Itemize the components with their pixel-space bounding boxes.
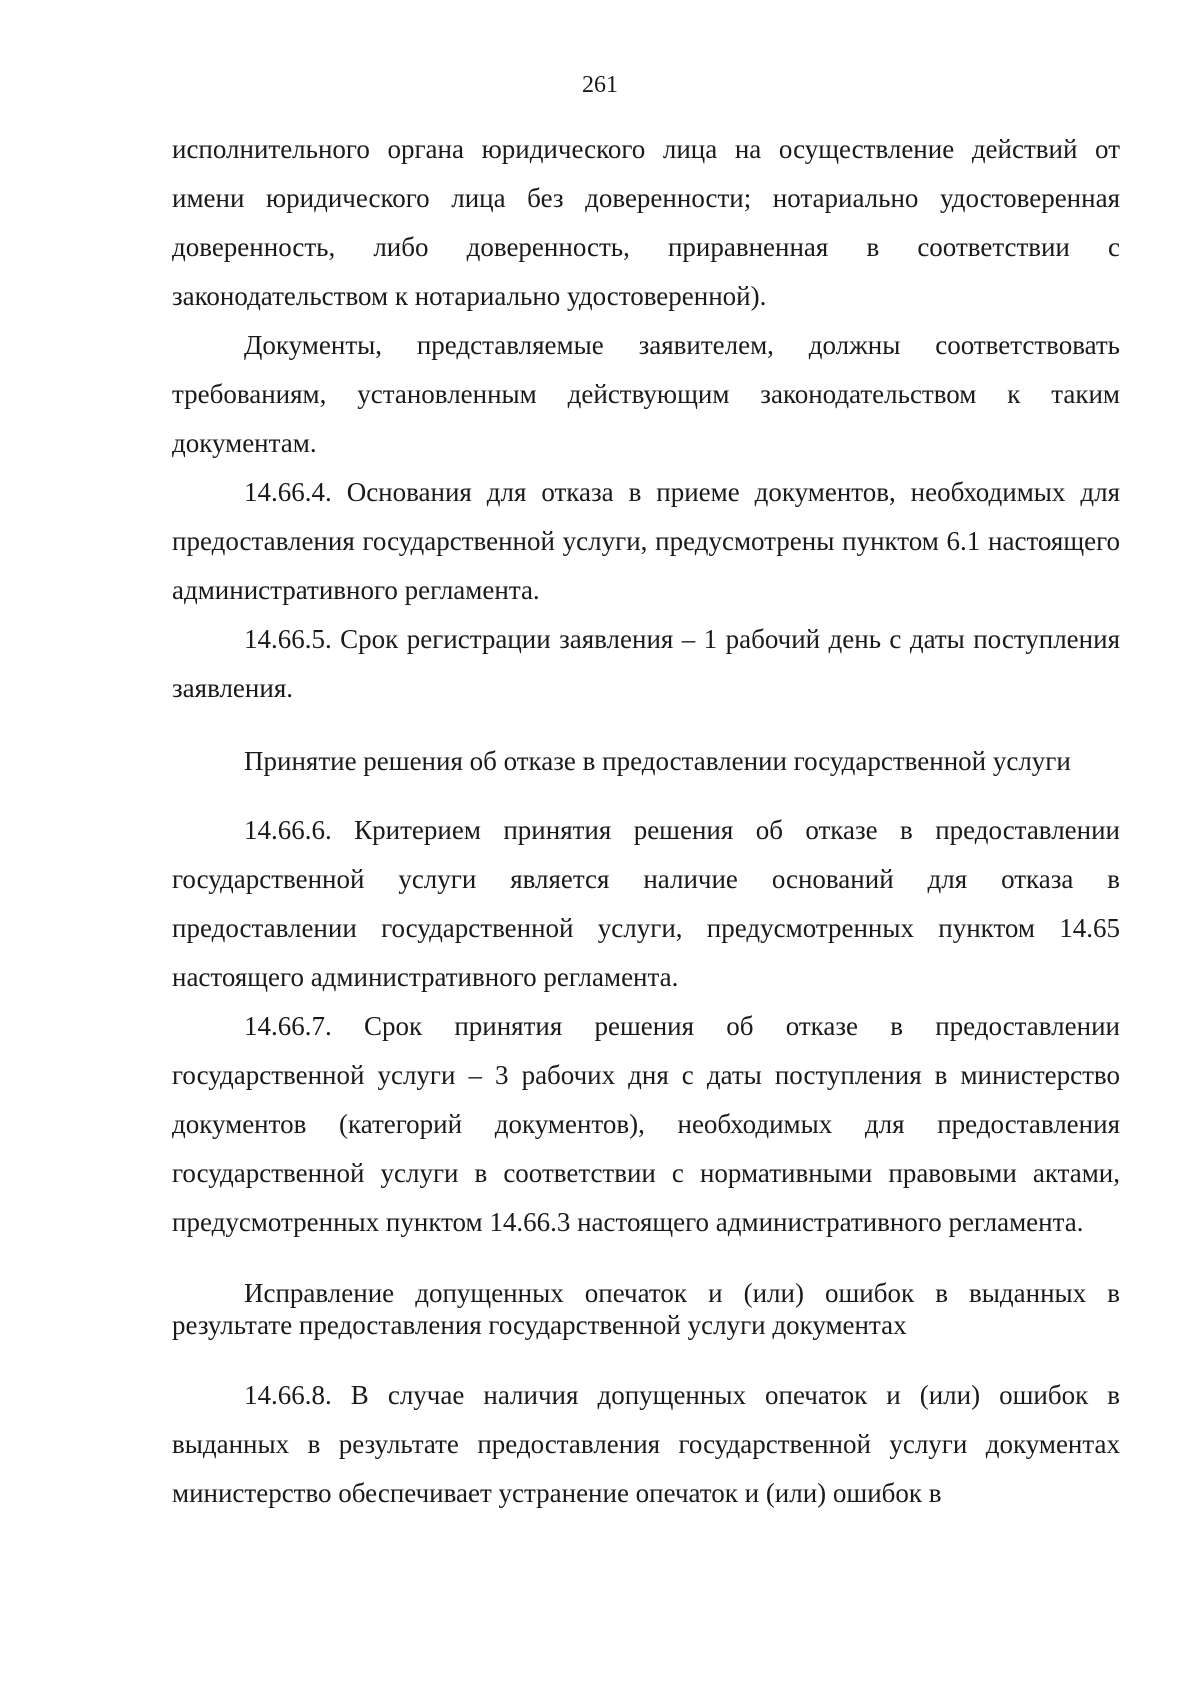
paragraph-14-66-4: 14.66.4. Основания для отказа в приеме документов, необходимых для предоставления государственной услуги, предусмотрены пунктом 6.1 настоящего административного регламента.: [172, 477, 1120, 605]
document-body: [172, 125, 1120, 1518]
paragraph-14-66-5: 14.66.5. Срок регистрации заявления – 1 рабочий день с даты поступления заявления.: [172, 624, 1120, 703]
spacer: [172, 786, 1120, 806]
spacer: [172, 713, 1120, 737]
paragraph-14-66-6: 14.66.6. Критерием принятия решения об отказе в предоставлении государственной услуги является наличие оснований для отказа в предоставлении государственной услуги, предусмотренных пунктом 14.65 настоящего административного регламента.: [172, 815, 1120, 992]
paragraph-14-66-7: 14.66.7. Срок принятия решения об отказе в предоставлении государственной услуги – 3 рабочих дня с даты поступления в министерство документов (категорий документов), необходимых для предоставления государственной услуги в соответствии с нормативными правовыми актами, предусмотренных пунктом 14.66.3 настоящего административного регламента.: [172, 1011, 1120, 1237]
page-number: 261: [582, 72, 618, 98]
paragraph-documents-requirements: Документы, представляемые заявителем, должны соответствовать требованиям, установленным действующим законодательством к таким документам.: [172, 330, 1120, 458]
spacer: [172, 1341, 1120, 1371]
section-heading-corrections: Исправление допущенных опечаток и (или) ошибок в выданных в результате предоставления государственной услуги документах: [172, 1278, 1120, 1340]
paragraph-continuation: исполнительного органа юридического лица на осуществление действий от имени юридического лица без доверенности; нотариально удостоверенная доверенность, либо доверенность, приравненная в соответствии с законодательством к нотариально удостоверенной).: [172, 134, 1120, 311]
paragraph-14-66-8: 14.66.8. В случае наличия допущенных опечаток и (или) ошибок в выданных в результате предоставления государственной услуги документах министерство обеспечивает устранение опечаток и (или) ошибок в: [172, 1380, 1120, 1508]
spacer: [172, 1247, 1120, 1277]
section-heading-refusal-decision: Принятие решения об отказе в предоставлении государственной услуги: [244, 746, 1071, 776]
